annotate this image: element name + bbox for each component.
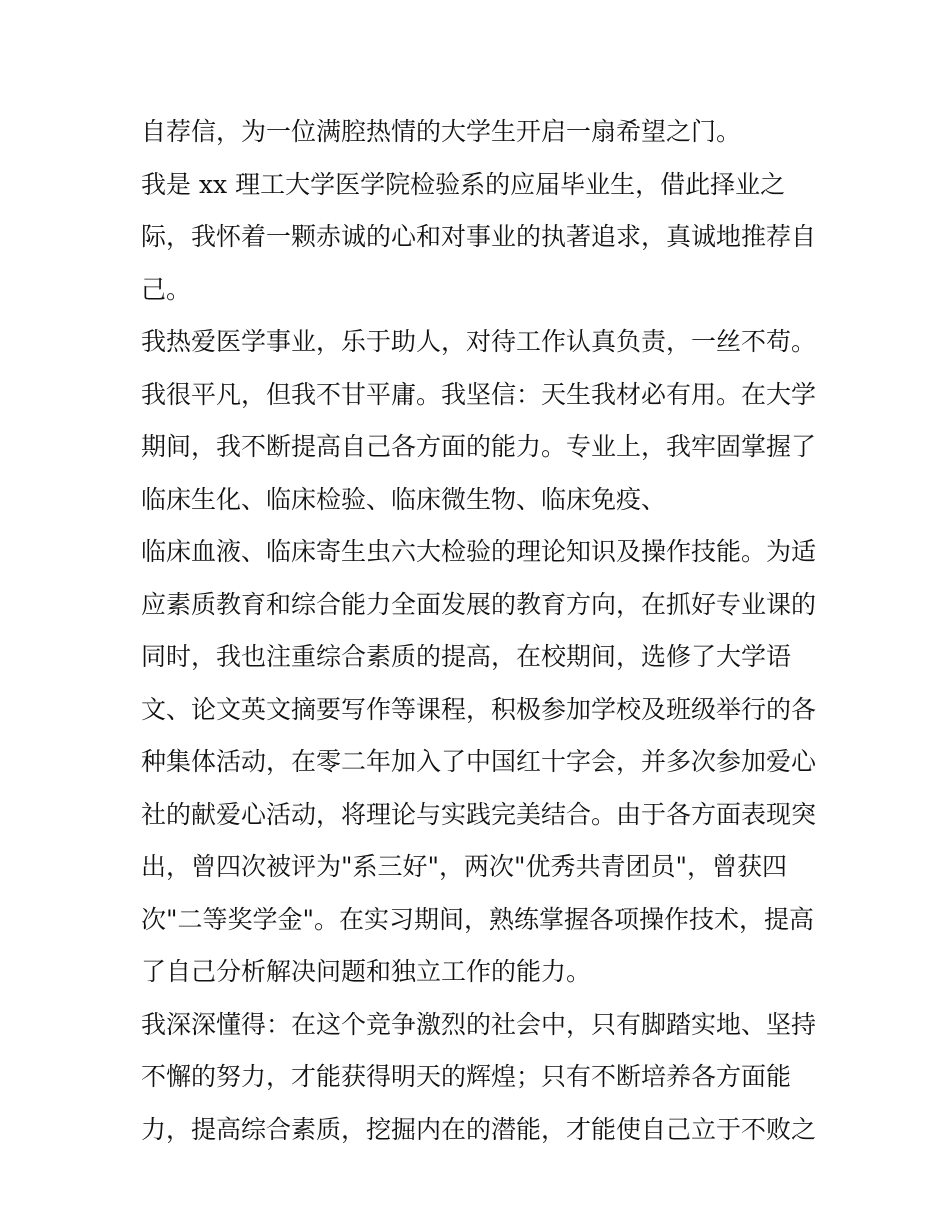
letter-body (141, 106, 841, 1156)
text-line: 应素质教育和综合能力全面发展的教育方向，在抓好专业课的 (141, 589, 817, 619)
text-line: 社的献爱心活动，将理论与实践完美结合。由于各方面表现突 (141, 799, 817, 829)
text-line: 不懈的努力，才能获得明天的辉煌；只有不断培养各方面能 (141, 1062, 792, 1091)
text-line: 自荐信，为一位满腔热情的大学生开启一扇希望之门。 (141, 117, 742, 146)
text-line: 我深深懂得：在这个竞争激烈的社会中，只有脚踏实地、坚持 (141, 1009, 817, 1039)
text-line: 际，我怀着一颗赤诚的心和对事业的执著追求，真诚地推荐自 (141, 222, 817, 251)
text-line: 临床血液、临床寄生虫六大检验的理论知识及操作技能。为适 (141, 537, 817, 566)
text-line: 己。 (141, 274, 192, 304)
text-line: 同时，我也注重综合素质的提高，在校期间，选修了大学语 (141, 642, 792, 671)
text-line: 临床生化、临床检验、临床微生物、临床免疫、 (141, 484, 667, 514)
text-line: 我很平凡，但我不甘平庸。我坚信：天生我材必有用。在大学 (141, 379, 817, 409)
text-line: 力，提高综合素质，挖掘内在的潜能，才能使自己立于不败之 (141, 1114, 817, 1144)
text-line: 出，曾四次被评为"系三好"，两次"优秀共青团员"，曾获四 (141, 852, 787, 881)
text-line: 期间，我不断提高自己各方面的能力。专业上，我牢固掌握了 (141, 432, 817, 461)
text-line: 我热爱医学事业，乐于助人，对待工作认真负责，一丝不苟。 (141, 327, 817, 356)
text-line: 文、论文英文摘要写作等课程，积极参加学校及班级举行的各 (141, 694, 817, 724)
text-line: 了自己分析解决问题和独立工作的能力。 (141, 957, 592, 986)
text-line: 我是 xx 理工大学医学院检验系的应届毕业生，借此择业之 (141, 169, 786, 199)
text-line: 次"二等奖学金"。在实习期间，熟练掌握各项操作技术，提高 (141, 904, 815, 934)
text-line: 种集体活动，在零二年加入了中国红十字会，并多次参加爱心 (141, 747, 817, 776)
